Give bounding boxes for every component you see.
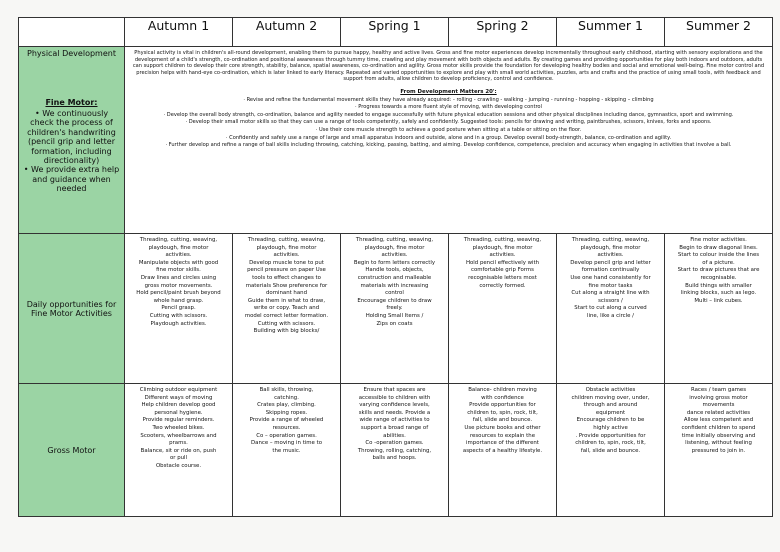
term-header-spring-2: Spring 2 [449,18,557,47]
cell-line: Holding Small Items / [365,312,424,319]
cell-line: Handle tools, objects, [365,267,424,274]
cell-line: Start to colour inside the lines [677,252,760,259]
cell-line: Obstacle activities [585,387,636,393]
cell-line: formation continually [581,267,640,274]
daily-fine-motor-label: Daily opportunities for Fine Motor Activities [19,234,125,384]
cell-line: Provide regular reminders. [142,417,215,424]
gross-cell-summer-1 [557,384,665,517]
cell-line: activities. [165,252,192,259]
cell-line: activities. [273,252,300,259]
cell-line: through and around [583,402,638,409]
cell-line: pencil pressure on paper Use [247,267,326,274]
gross-cell-spring-2 [449,384,557,517]
term-header-row [19,18,773,47]
term-header-summer-2: Summer 2 [665,18,773,47]
cell-line: correctly formed. [479,282,526,289]
cell-line: construction and malleable [357,274,432,281]
cell-line: Climbing outdoor equipment [139,387,218,393]
term-header-summer-1: Summer 1 [557,18,665,47]
cell-line: involving gross motor [689,394,748,401]
overview-text-cell [125,47,773,234]
development-matters-item: · Revise and refine the fundamental movement skills they have already acquired: - rolling - crawling - walking - jumping - running - hopping - skipping – climbing [243,96,654,103]
cell-line: fall, slide and bounce. [472,417,533,424]
cell-line: dominant hand [266,290,307,297]
cell-line: personal hygiene. [154,409,203,416]
cell-line: . Provide opportunities for [575,432,646,439]
fine-motor-label [22,98,121,194]
fine-motor-title: Fine Motor: [45,98,98,107]
cell-line: Co -operation games. [365,440,424,447]
cell-line: activities. [381,252,408,259]
development-matters-item: · Confidently and safely use a range of large and small apparatus indoors and outside, alone and in a group. Develop overall body-strength, balance, co-ordination and agility. [225,134,672,141]
cell-line: Start to cut along a curved [574,305,647,312]
cell-line: abilities. [383,432,406,439]
cell-line: equipment [595,409,626,416]
cell-line: Provide opportunities for [469,402,536,409]
development-matters-title: From Development Matters 20': [400,88,497,95]
cell-line: activities. [597,252,624,259]
development-matters-item: · Develop their small motor skills so that they can use a range of tools competently, safely and confidently. Suggested tools: pencils for drawing and writing, paintbrushes, scissors, knives, forks and spoons. [185,119,712,126]
cell-line: Threading, cutting, weaving, [139,237,218,243]
cell-line: varying confidence levels, [359,402,430,409]
development-matters-item: · Further develop and refine a range of ball skills including throwing, catching, kicking, passing, batting, and aiming. Develop confidence, competence, precision and accuracy when engaging in activities that involve a ball. [165,142,732,149]
cell-line: Build things with smaller [685,282,752,289]
term-header-autumn-2: Autumn 2 [233,18,341,47]
cell-line: materials with increasing [360,282,429,289]
cell-line: control [385,290,404,297]
cell-line: children to, spin, rock, tilt, [575,440,646,447]
cell-line: playdough, fine motor [364,244,425,251]
cell-line: playdough, fine motor [148,244,209,251]
cell-line: skills and needs. Provide a [358,409,431,416]
development-matters-item: · Progress towards a more fluent style of moving, with developing control [355,104,542,111]
cell-line: Threading, cutting, weaving, [355,237,434,243]
cell-line: Threading, cutting, weaving, [571,237,650,243]
cell-line: Draw lines and circles using [140,274,217,281]
cell-line: fall, slide and bounce. [580,447,641,454]
cell-line: confident children to spend [681,424,756,431]
development-matters-item: · Use their core muscle strength to achieve a good posture when sitting at a table or sitting on the floor. [315,126,582,133]
cell-line: Crates play, climbing. [257,402,316,409]
cell-line: playdough, fine motor [256,244,317,251]
cell-line: Start to draw pictures that are [677,267,760,274]
physical-development-row [19,47,773,234]
cell-line: listening, without feeling [685,440,752,447]
cell-line: materials Show preference for [245,282,328,289]
cell-line: model correct letter formation. [244,312,329,319]
cell-line: whole hand grasp. [153,297,204,304]
cell-line: resources. [272,424,301,431]
overview-paragraph: Physical activity is vital in children's all-round development, enabling them to pursue happy, healthy and active lives. Gross and fine motor experiences develop incrementally throughout early childhood, starting with sensory explorations and the development of a child's strength, co-ordination and positional awareness through tummy time, crawling and play movement with both objects and adults. By creating games and providing opportunities for play both indoors and outdoors, adults can support children to develop their core strength, stability, balance, spatial awareness, co-ordination and agility. Gross motor skills provide the foundation for developing healthy bodies and social and emotional well-being. Fine motor control and precision helps with hand-eye co-ordination, which is later linked to early literacy. Repeated and varied opportunities to explore and play with small world activities, puzzles, arts and crafts and the practice of using small tools, with feedback and support from adults, allow children to develop proficiency, control and confidence. [132,50,765,83]
fine-motor-bullet-2: • We provide extra help and guidance when needed [23,165,120,194]
cell-line: Fine motor activities. [690,237,747,243]
cell-line: linking blocks, such as lego. [680,290,757,297]
cell-line: Encourage children to draw [357,297,432,304]
cell-line: Allow less competent and [683,417,754,424]
cell-line: Playdough activities. [150,320,207,327]
gross-cell-spring-1 [341,384,449,517]
cell-line: fine motor skills. [156,267,201,274]
cell-line: Skipping ropes. [265,409,308,416]
cell-line: Throwing, rolling, catching, [357,447,432,454]
cell-line: Two wheeled bikes. [152,424,205,431]
cell-line: Building with big blocks/ [253,328,320,335]
cell-line: Develop muscle tone to put [249,259,324,266]
cell-line: Guide them in what to draw, [247,297,326,304]
development-matters-item: · Develop the overall body strength, co-ordination, balance and agility needed to engage successfully with future physical education sessions and other physical disciplines including dance, gymnastics, sport and swimming. [163,111,734,118]
cell-line: playdough, fine motor [580,244,641,251]
cell-line: Threading, cutting, weaving, [247,237,326,243]
cell-line: aspects of a healthy lifestyle. [462,447,543,454]
cell-line: pressured to join in. [691,447,746,454]
fine-motor-bullet-1: • We continuously check the process of children's handwriting (pencil grip and letter formation, including directionality) [27,109,116,166]
cell-line: Use picture books and other [464,424,541,431]
cell-line: Co – operation games. [256,432,317,439]
term-header-spring-1: Spring 1 [341,18,449,47]
cell-line: Hold pencil/paint brush beyond [136,290,221,297]
cell-line: Manipulate objects with good [138,259,219,266]
cell-line: Threading, cutting, weaving, [463,237,542,243]
cell-line: Different ways of moving [144,394,213,401]
cell-line: Develop pencil grip and letter [570,259,651,266]
cell-line: the music. [272,447,301,454]
cell-line: Use one hand consistently for [570,274,651,281]
cell-line: prams. [169,440,188,447]
cell-line: line, like a circle / [587,312,634,319]
cell-line: importance of the different [466,440,539,447]
cell-line: Balance- children moving [468,387,537,393]
cell-line: Obstacle course. [155,462,202,469]
cell-line: Multi – link cubes. [694,297,743,304]
cell-line: or pull [169,455,188,462]
daily-cell-spring-1 [341,234,449,384]
cell-line: with confidence [481,394,524,401]
cell-line: children to, spin, rock, tilt, [467,409,538,416]
cell-line: Pencil grasp. [161,305,196,312]
cell-line: gross motor movements. [144,282,213,289]
gross-motor-label: Gross Motor [19,384,125,517]
cell-line: playdough, fine motor [472,244,533,251]
cell-line: Zips on coats [376,320,413,327]
daily-cell-autumn-2 [233,234,341,384]
cell-line: activities. [489,252,516,259]
cell-line: support a broad range of [360,424,429,431]
gross-motor-row [19,384,773,517]
cell-line: tools to effect changes to [252,274,321,281]
corner-cell [19,18,125,47]
cell-line: scissors / [598,297,623,304]
physical-development-label-cell [19,47,125,234]
physical-development-label: Physical Development [27,49,116,58]
cell-line: Scooters, wheelbarrows and [140,432,217,439]
cell-line: children moving over, under, [571,394,650,401]
cell-line: dance related activities [686,409,751,416]
cell-line: of a picture. [702,259,735,266]
cell-line: Cutting with scissors. [257,320,316,327]
cell-line: Provide a range of wheeled [249,417,324,424]
cell-line: write or copy. Teach and [253,305,320,312]
cell-line: recognisable letters most [468,274,537,281]
development-matters-list [130,97,767,149]
cell-line: Cutting with scissors. [149,312,208,319]
term-header-autumn-1: Autumn 1 [125,18,233,47]
cell-line: recognisable. [700,274,737,281]
cell-line: resources to explain the [469,432,536,439]
cell-line: Begin to draw diagonal lines. [679,244,758,251]
cell-line: Balance, sit or ride on, push [140,447,217,454]
cell-line: Dance – moving in time to [251,440,322,447]
cell-line: Encourage children to be [576,417,645,424]
cell-line: Help children develop good [141,402,216,409]
cell-line: Races / team games [690,387,747,393]
daily-cell-autumn-1 [125,234,233,384]
gross-cell-autumn-2 [233,384,341,517]
cell-line: movements [702,402,735,409]
cell-line: catching. [274,394,299,401]
cell-line: fine motor tasks [588,282,633,289]
cell-line: Begin to form letters correctly [353,259,436,266]
cell-line: Hold pencil effectively with [465,259,540,266]
cell-line: balls and hoops. [372,455,417,462]
gross-cell-summer-2 [665,384,773,517]
cell-line: Cut along a straight line with [571,290,650,297]
cell-line: freely. [386,305,403,312]
cell-line: Ball skills, throwing, [259,387,314,393]
cell-line: comfortable grip Forms [471,267,534,274]
daily-cell-spring-2 [449,234,557,384]
cell-line: highly active [593,424,628,431]
cell-line: time initially observing and [681,432,756,439]
physical-development-plan-table [18,17,773,517]
cell-line: Ensure that spaces are [363,387,426,393]
cell-line: accessible to children with [358,394,431,401]
daily-cell-summer-1 [557,234,665,384]
cell-line: wide range of activities to [359,417,430,424]
gross-cell-autumn-1 [125,384,233,517]
daily-fine-motor-row [19,234,773,384]
daily-cell-summer-2 [665,234,773,384]
